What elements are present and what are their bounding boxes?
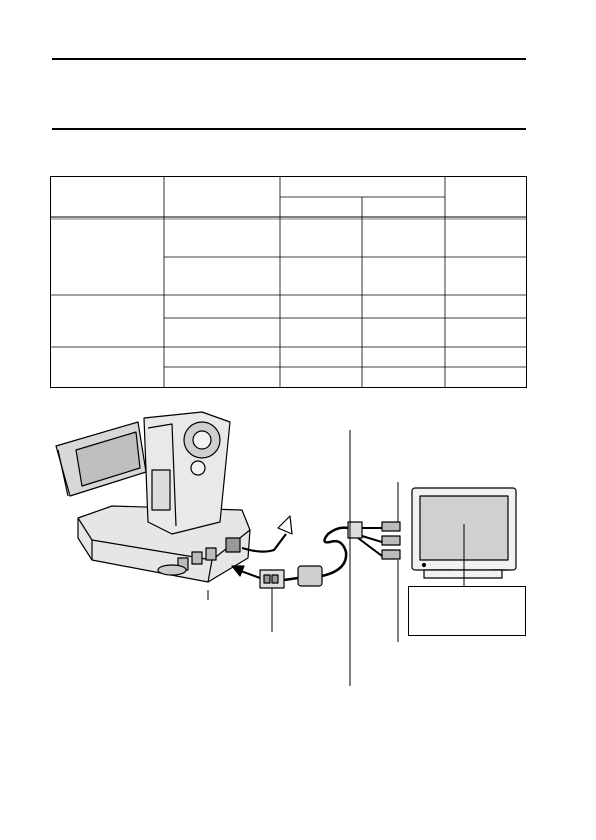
- connection-illustration: [52, 410, 532, 690]
- header-col2: [164, 176, 280, 217]
- table-cell: [362, 367, 445, 388]
- table-cell: [280, 318, 362, 347]
- table-cell: [362, 295, 445, 318]
- table-cell: [362, 347, 445, 367]
- spec-table: [50, 176, 527, 388]
- tv-callout-box: [408, 586, 526, 636]
- table-cell: [280, 367, 362, 388]
- table-cell: [445, 257, 527, 295]
- table-cell: [445, 295, 527, 318]
- table-cell: [445, 367, 527, 388]
- table-cell: [362, 318, 445, 347]
- table-cell: [164, 367, 280, 388]
- table-cell: [164, 257, 280, 295]
- table-cell: [280, 219, 362, 257]
- table-cell: [280, 295, 362, 318]
- table-row: [50, 295, 164, 347]
- table-cell: [164, 295, 280, 318]
- bottom-heading-rule: [52, 128, 526, 130]
- table-cell: [164, 219, 280, 257]
- header-sub1: [280, 197, 362, 217]
- table-cell: [280, 347, 362, 367]
- table-row: [50, 347, 164, 388]
- rca-plugs: [348, 522, 400, 559]
- table-cell: [445, 318, 527, 347]
- table-cell: [362, 257, 445, 295]
- connection-diagram: [52, 410, 532, 690]
- table-cell: [445, 219, 527, 257]
- top-heading-rule: [52, 58, 526, 60]
- header-col5: [445, 176, 527, 217]
- table-cell: [280, 257, 362, 295]
- table-cell: [164, 347, 280, 367]
- table-row: [50, 219, 164, 295]
- header-sub2: [362, 197, 445, 217]
- table-cell: [164, 318, 280, 347]
- header-col1: [50, 176, 164, 217]
- table-cell: [445, 347, 527, 367]
- header-group: [280, 176, 445, 197]
- table-cell: [362, 219, 445, 257]
